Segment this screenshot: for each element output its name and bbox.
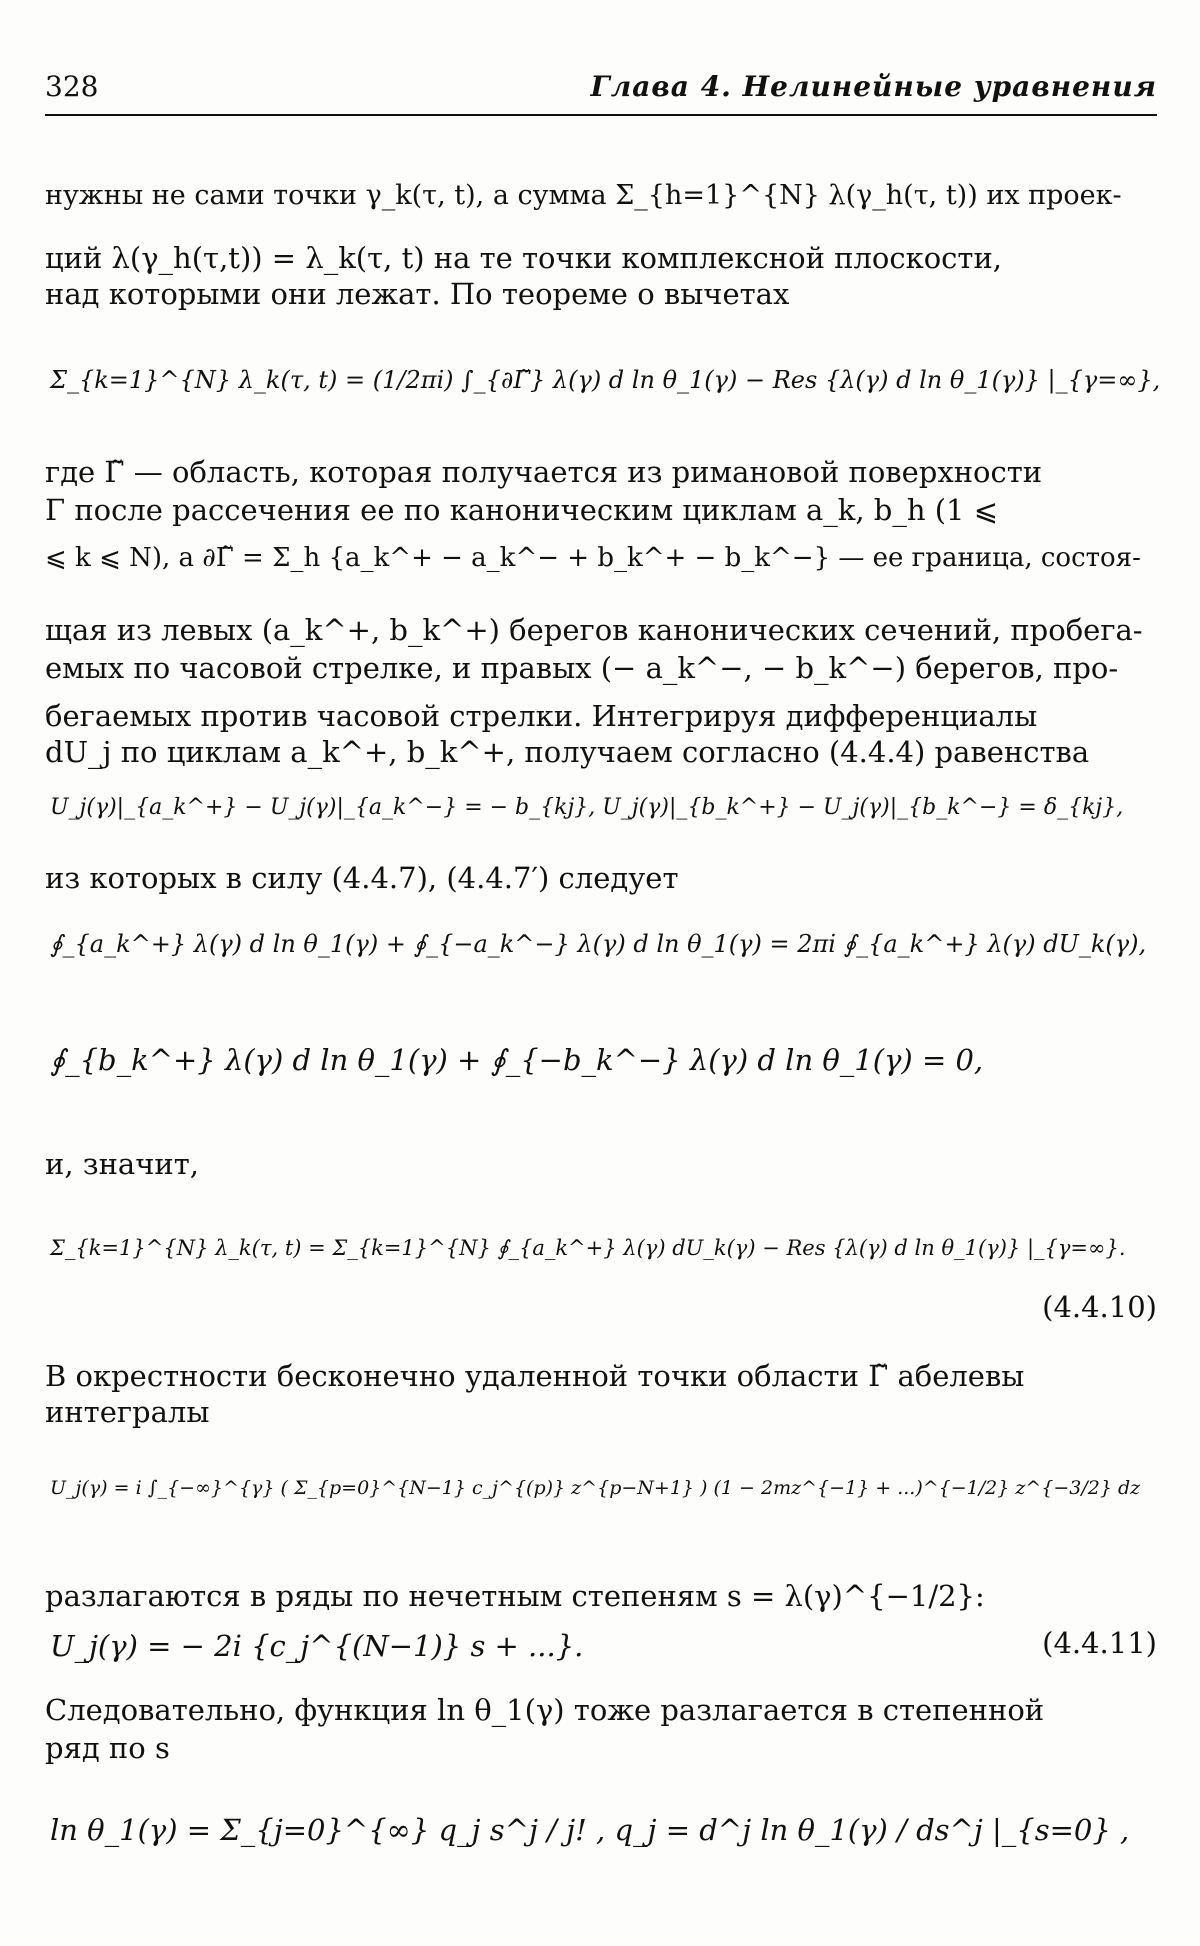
text-line: и, значит, xyxy=(45,1147,199,1181)
equation: U_j(γ) = i ∫_{−∞}^{γ} ( Σ_{p=0}^{N−1} c_j^{(p)} z^{p−N+1} ) (1 − 2mz^{−1} + ...)^{−1/2} z^{−3/2} dz xyxy=(50,1477,1141,1499)
text-line: ряд по s xyxy=(45,1731,170,1765)
equation: Σ_{k=1}^{N} λ_k(τ, t) = (1/2πi) ∫_{∂Γ̃} λ(γ) d ln θ_1(γ) − Res {λ(γ) d ln θ_1(γ)} |_{γ=∞}, xyxy=(50,366,1161,394)
text-line: Γ после рассечения ее по каноническим циклам a_k, b_h (1 ⩽ xyxy=(45,493,999,527)
text-line: В окрестности бесконечно удаленной точки области Γ̃ абелевы xyxy=(45,1359,1025,1393)
text-line: нужны не сами точки γ_k(τ, t), а сумма Σ_{h=1}^{N} λ(γ_h(τ, t)) их проек- xyxy=(45,180,1122,211)
text-line: бегаемых против часовой стрелки. Интегрируя дифференциалы xyxy=(45,699,1038,733)
equation: ∮_{a_k^+} λ(γ) d ln θ_1(γ) + ∮_{−a_k^−} λ(γ) d ln θ_1(γ) = 2πi ∮_{a_k^+} λ(γ) dU_k(γ), xyxy=(50,930,1147,958)
equation: Σ_{k=1}^{N} λ_k(τ, t) = Σ_{k=1}^{N} ∮_{a_k^+} λ(γ) dU_k(γ) − Res {λ(γ) d ln θ_1(γ)} |_{γ=∞}. xyxy=(50,1236,1126,1260)
text-line: Следовательно, функция ln θ_1(γ) тоже разлагается в степенной xyxy=(45,1693,1045,1727)
text-line: dU_j по циклам a_k^+, b_k^+, получаем согласно (4.4.4) равенства xyxy=(45,735,1090,769)
text-line: где Γ̃ — область, которая получается из римановой поверхности xyxy=(45,455,1043,489)
text-line: разлагаются в ряды по нечетным степеням s = λ(γ)^{−1/2}: xyxy=(45,1579,985,1613)
text-line: над которыми они лежат. По теореме о вычетах xyxy=(45,277,790,311)
header-rule xyxy=(45,114,1157,116)
equation-number: (4.4.11) xyxy=(1042,1626,1157,1660)
chapter-title: Глава 4. Нелинейные уравнения xyxy=(590,70,1157,103)
text-line: щая из левых (a_k^+, b_k^+) берегов канонических сечений, пробега- xyxy=(45,613,1143,647)
equation: U_j(γ)|_{a_k^+} − U_j(γ)|_{a_k^−} = − b_{kj}, U_j(γ)|_{b_k^+} − U_j(γ)|_{b_k^−} = δ_{kj}, xyxy=(50,795,1124,820)
text-line: из которых в силу (4.4.7), (4.4.7′) следует xyxy=(45,861,679,895)
page-number: 328 xyxy=(45,70,99,103)
text-line: емых по часовой стрелке, и правых (− a_k^−, − b_k^−) берегов, про- xyxy=(45,651,1119,685)
equation-number: (4.4.10) xyxy=(1042,1290,1157,1324)
equation: ln θ_1(γ) = Σ_{j=0}^{∞} q_j s^j / j! , q_j = d^j ln θ_1(γ) / ds^j |_{s=0} , xyxy=(50,1813,1130,1847)
equation: U_j(γ) = − 2i {c_j^{(N−1)} s + ...}. xyxy=(50,1629,584,1663)
running-header xyxy=(45,70,1157,104)
text-line: интегралы xyxy=(45,1395,210,1429)
equation: ∮_{b_k^+} λ(γ) d ln θ_1(γ) + ∮_{−b_k^−} λ(γ) d ln θ_1(γ) = 0, xyxy=(50,1043,984,1077)
text-line: ⩽ k ⩽ N), а ∂Γ̃ = Σ_h {a_k^+ − a_k^− + b_k^+ − b_k^−} — ее граница, состоя- xyxy=(45,543,1141,573)
text-line: ций λ(γ_h(τ,t)) = λ_k(τ, t) на те точки комплексной плоскости, xyxy=(45,241,1002,275)
